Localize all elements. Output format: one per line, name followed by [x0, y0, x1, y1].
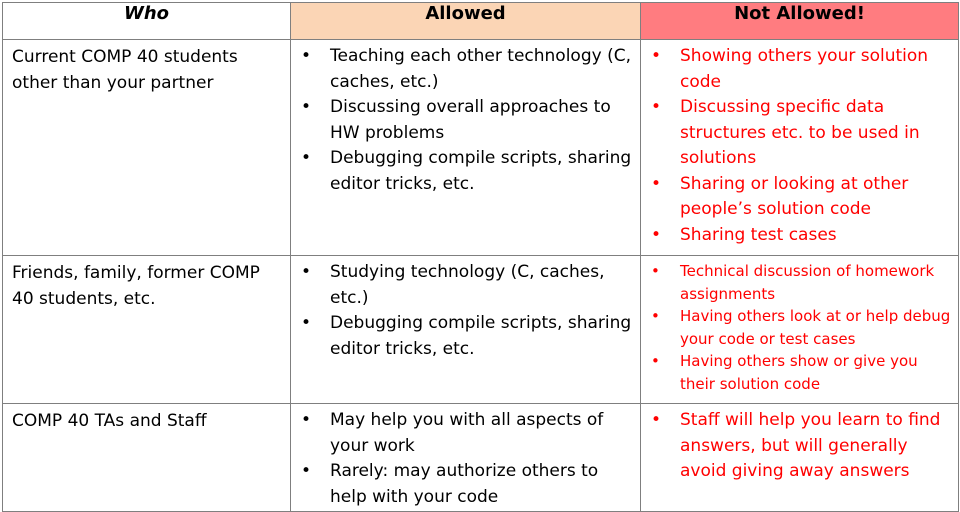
table-row	[3, 40, 959, 256]
list-item: • Having others show or give you their solution code	[642, 350, 953, 395]
table-row	[3, 256, 959, 404]
header-allowed: Allowed	[291, 3, 641, 40]
list-item: • Discussing overall approaches to HW problems	[292, 95, 635, 146]
list-item: • Debugging compile scripts, sharing editor tricks, etc.	[292, 146, 635, 197]
not-allowed-cell	[641, 404, 959, 512]
who-cell: COMP 40 TAs and Staff	[3, 404, 291, 512]
list-item: • Studying technology (C, caches, etc.)	[292, 260, 635, 311]
list-item: • Showing others your solution code	[642, 44, 953, 95]
not-allowed-list	[642, 405, 957, 485]
list-item: • Having others look at or help debug your code or test cases	[642, 305, 953, 350]
table-row	[3, 404, 959, 512]
not-allowed-cell	[641, 256, 959, 404]
not-allowed-list	[642, 257, 957, 395]
list-item: • May help you with all aspects of your work	[292, 408, 635, 459]
allowed-list	[292, 405, 639, 510]
list-item: • Sharing or looking at other people’s solution code	[642, 172, 953, 223]
not-allowed-cell	[641, 40, 959, 256]
collaboration-policy-table	[2, 2, 959, 512]
list-item: • Technical discussion of homework assignments	[642, 260, 953, 305]
who-cell: Current COMP 40 students other than your partner	[3, 40, 291, 256]
who-cell: Friends, family, former COMP 40 students, etc.	[3, 256, 291, 404]
not-allowed-list	[642, 41, 957, 248]
allowed-cell	[291, 256, 641, 404]
list-item: • Sharing test cases	[642, 223, 953, 249]
list-item: • Debugging compile scripts, sharing editor tricks, etc.	[292, 311, 635, 362]
allowed-list	[292, 41, 639, 197]
list-item: • Teaching each other technology (C, caches, etc.)	[292, 44, 635, 95]
list-item: • Staff will help you learn to find answers, but will generally avoid giving away answers	[642, 408, 953, 485]
allowed-cell	[291, 40, 641, 256]
allowed-list	[292, 257, 639, 362]
header-who: Who	[3, 3, 291, 40]
header-row	[3, 3, 959, 40]
allowed-cell	[291, 404, 641, 512]
list-item: • Discussing specific data structures etc. to be used in solutions	[642, 95, 953, 172]
header-not-allowed: Not Allowed!	[641, 3, 959, 40]
list-item: • Rarely: may authorize others to help with your code	[292, 459, 635, 510]
